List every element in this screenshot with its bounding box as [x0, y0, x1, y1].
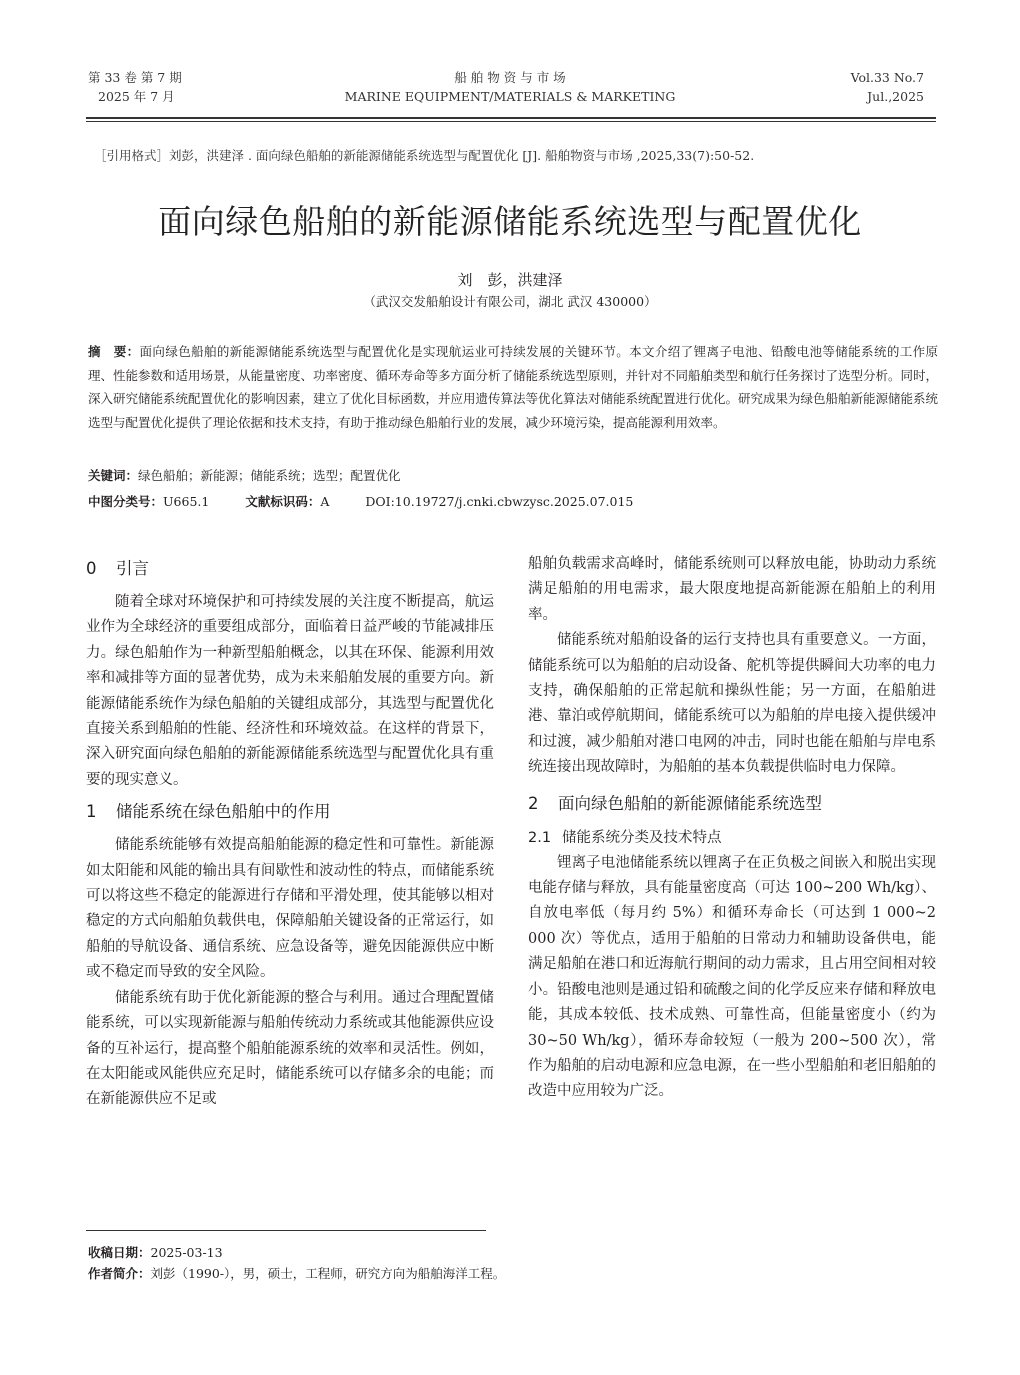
- section-title: 储能系统在绿色船舶中的作用: [116, 802, 331, 822]
- author-bio: [88, 1264, 938, 1282]
- subsection-heading-2-1: [528, 825, 936, 851]
- section-title: 面向绿色船舶的新能源储能系统选型: [558, 793, 822, 813]
- abstract-text: 面向绿色船舶的新能源储能系统选型与配置优化是实现航运业可持续发展的关键环节。本文介绍了锂离子电池、铅酸电池等储能系统的工作原理、性能参数和适用场景，从能量密度、功率密度、循环寿命等多方面分析了储能系统选型原则，并针对不同船舶类型和航行任务探讨了选型分析。同时，深入研究储能系统配置优化的影响因素，建立了优化目标函数，并应用遗传算法等优化算法对储能系统配置进行优化。研究成果为绿色船舶新能源储能系统选型与配置优化提供了理论依据和技术支持，有助于推动绿色船舶行业的发展，减少环境污染，提高能源利用效率。: [88, 344, 939, 430]
- paragraph-continued: 船舶负载需求高峰时，储能系统则可以释放电能，协助动力系统满足船舶的用电需求，最大限度地提高新能源在船舶上的利用率。: [528, 556, 936, 623]
- section-number: 1: [86, 802, 97, 822]
- body-left-column: [86, 556, 494, 1113]
- keywords-label: 关键词：: [88, 468, 139, 483]
- citation-format: [94, 146, 944, 164]
- received-label: 收稿日期：: [88, 1245, 151, 1260]
- doc-code-label: 文献标识码：: [245, 494, 321, 509]
- received-value: 2025-03-13: [150, 1245, 223, 1260]
- subsection-title: 储能系统分类及技术特点: [562, 829, 722, 846]
- section-heading-2: [528, 791, 936, 825]
- section-title: 引言: [116, 559, 149, 578]
- section-number: 0: [86, 559, 97, 578]
- header-vol-no: Vol.33 No.7: [850, 70, 924, 85]
- header-vol-en: [790, 68, 924, 106]
- clc-label: 中图分类号：: [88, 494, 164, 509]
- header-rule: [86, 117, 936, 119]
- paragraph: 储能系统能够有效提高船舶能源的稳定性和可靠性。新能源如太阳能和风能的输出具有间歇性和波动性的特点，而储能系统可以将这些不稳定的能源进行存储和平滑处理，使其能够以相对稳定的方式向船舶负载供电，保障船舶关键设备的正常运行，如船舶的导航设备、通信系统、应急设备等，避免因能源供应中断或不稳定而导致的安全风险。: [86, 837, 494, 981]
- keywords: [88, 466, 938, 484]
- header-volume-issue: [88, 68, 248, 106]
- footnote-rule: [86, 1230, 486, 1231]
- paper-title: 面向绿色船舶的新能源储能系统选型与配置优化: [158, 202, 862, 241]
- paper-authors: 刘 彭，洪建泽: [457, 271, 563, 289]
- paragraph: 随着全球对环境保护和可持续发展的关注度不断提高，航运业作为全球经济的重要组成部分，面临着日益严峻的节能减排压力。绿色船舶作为一种新型船舶概念，以其在环保、能源利用效率和减排等方面的显著优势，成为未来船舶发展的重要方向。新能源储能系统作为绿色船舶的关键组成部分，其选型与配置优化直接关系到船舶的性能、经济性和环境效益。在这样的背景下，深入研究面向绿色船舶的新能源储能系统选型与配置优化具有重要的现实意义。: [86, 594, 494, 788]
- header-volume: 第 33 卷 第 7 期: [88, 70, 182, 85]
- citation-text: 刘彭，洪建泽 . 面向绿色船舶的新能源储能系统选型与配置优化 [J]. 船舶物资与市场 ,2025,33(7):50-52.: [169, 148, 755, 163]
- section-heading-0: [86, 556, 494, 590]
- citation-label: ［引用格式］: [94, 148, 170, 163]
- author-bio-text: 刘彭（1990-），男，硕士，工程师，研究方向为船舶海洋工程。: [150, 1266, 506, 1281]
- subsection-number: 2.1: [528, 829, 552, 846]
- abstract: [88, 340, 938, 434]
- received-date: [88, 1243, 938, 1261]
- abstract-label: 摘 要：: [88, 344, 140, 359]
- author-affiliation: （武汉交发船舶设计有限公司，湖北 武汉 430000）: [363, 294, 657, 309]
- doc-code-value: A: [320, 494, 330, 509]
- paragraph: 储能系统有助于优化新能源的整合与利用。通过合理配置储能系统，可以实现新能源与船舶传统动力系统或其他能源供应设备的互补运行，提高整个船舶能源系统的效率和灵活性。例如，在太阳能或风能供应充足时，储能系统可以存储多余的电能；而在新能源供应不足或: [86, 989, 494, 1108]
- doi: DOI:10.19727/j.cnki.cbwzysc.2025.07.015: [365, 494, 634, 509]
- journal-name-en: MARINE EQUIPMENT/MATERIALS & MARKETING: [344, 89, 676, 104]
- header-date: 2025 年 7 月: [98, 89, 175, 104]
- classification-meta: [88, 492, 938, 510]
- journal-name-cn: 船 舶 物 资 与 市 场: [454, 70, 566, 85]
- paragraph: 锂离子电池储能系统以锂离子在正负极之间嵌入和脱出实现电能存储与释放，具有能量密度高（可达 100~200 Wh/kg）、自放电率低（每月约 5%）和循环寿命长（可达到 1 000~2 000 次）等优点，适用于船舶的日常动力和辅助设备供电，能满足船舶在港口和近海航行期间的动力需求，且占用空间相对较小。铅酸电池则是通过铅和硫酸之间的化学反应来存储和释放电能，其成本较低、技术成熟、可靠性高，但能量密度小（约为 30~50 Wh/kg），循环寿命较短（一般为 200~500 次），常作为船舶的启动电源和应急电源，在一些小型船舶和老旧船舶的改造中应用较为广泛。: [528, 854, 936, 1100]
- section-number: 2: [528, 793, 539, 813]
- header-month-en: Jul.,2025: [867, 89, 924, 104]
- author-bio-label: 作者简介：: [88, 1266, 151, 1281]
- keywords-text: 绿色船舶；新能源；储能系统；选型；配置优化: [138, 468, 401, 483]
- body-right-column: [528, 552, 936, 1105]
- clc-value: U665.1: [163, 494, 210, 509]
- section-heading-1: [86, 799, 494, 833]
- paragraph: 储能系统对船舶设备的运行支持也具有重要意义。一方面，储能系统可以为船舶的启动设备、舵机等提供瞬间大功率的电力支持，确保船舶的正常起航和操纵性能；另一方面，在船舶进港、靠泊或停航期间，储能系统可以为船舶的岸电接入提供缓冲和过渡，减少船舶对港口电网的冲击，同时也能在船舶与岸电系统连接出现故障时，为船舶的基本负载提供临时电力保障。: [528, 632, 936, 776]
- header-rule-thin: [86, 121, 936, 122]
- header-journal: [300, 68, 720, 106]
